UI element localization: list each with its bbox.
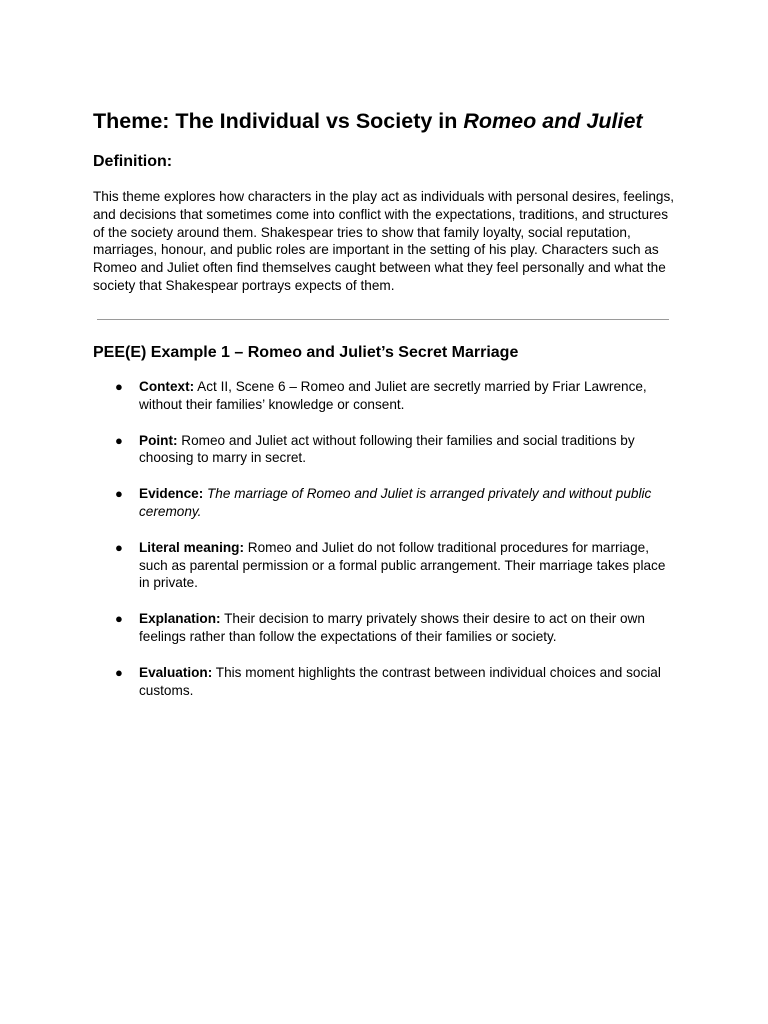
bullet-evaluation [0,664,679,700]
bullet-dot-icon: ● [115,539,123,555]
bullet-explanation [0,610,679,646]
bullet-text: Their decision to marry privately shows their desire to act on their own feelings rather than follow the expectations of their families or society. [139,611,645,644]
bullet-label: Evaluation: [139,664,213,680]
bullet-evidence [0,485,679,521]
definition-heading: Definition: [93,153,173,170]
bullet-text: Romeo and Juliet act without following their families and social traditions by choosing to marry in secret. [139,432,635,466]
bullet-dot-icon: ● [115,611,123,627]
bullet-label: Context: [139,379,195,394]
title-play-name: Romeo and Juliet [463,109,643,133]
bullet-dot-icon: ● [115,432,123,448]
bullet-dot-icon: ● [115,486,123,502]
definition-paragraph: This theme explores how characters in the play act as individuals with personal desires, feelings, and decisions that sometimes come into conflict with the expectations, traditions, and structures of the society around them. Shakespear tries to show that family loyalty, social reputation, marriages, honour, and public roles are important in the setting of his play. Characters such as Romeo and Juliet often find themselves caught between what they feel personally and what the society that Shakespear portrays expects of them. [93,189,675,293]
bullet-literal-meaning [0,539,679,592]
bullet-label: Explanation: [139,611,221,627]
bullet-label: Point: [139,432,178,448]
bullet-text: The marriage of Romeo and Juliet is arranged privately and without public ceremony. [139,486,652,519]
document-title [93,106,733,136]
bullet-text: This moment highlights the contrast between individual choices and social customs. [139,664,661,698]
bullet-label: Evidence: [139,486,204,502]
pee-bullet-list [0,378,768,717]
title-text: Theme: The Individual vs Society in [93,109,464,133]
bullet-text: Romeo and Juliet do not follow traditional procedures for marriage, such as parental permission or a formal public arrangement. Their marriage takes place in private. [139,539,666,591]
bullet-label: Literal meaning: [139,539,244,555]
example-heading: PEE(E) Example 1 – Romeo and Juliet’s Secret Marriage [93,344,519,361]
horizontal-divider [97,319,669,320]
bullet-context [0,378,679,414]
bullet-dot-icon: ● [115,664,123,680]
bullet-point [0,432,679,468]
bullet-dot-icon: ● [115,379,123,394]
bullet-text: Act II, Scene 6 – Romeo and Juliet are secretly married by Friar Lawrence, without their families’ knowledge or consent. [139,379,647,412]
